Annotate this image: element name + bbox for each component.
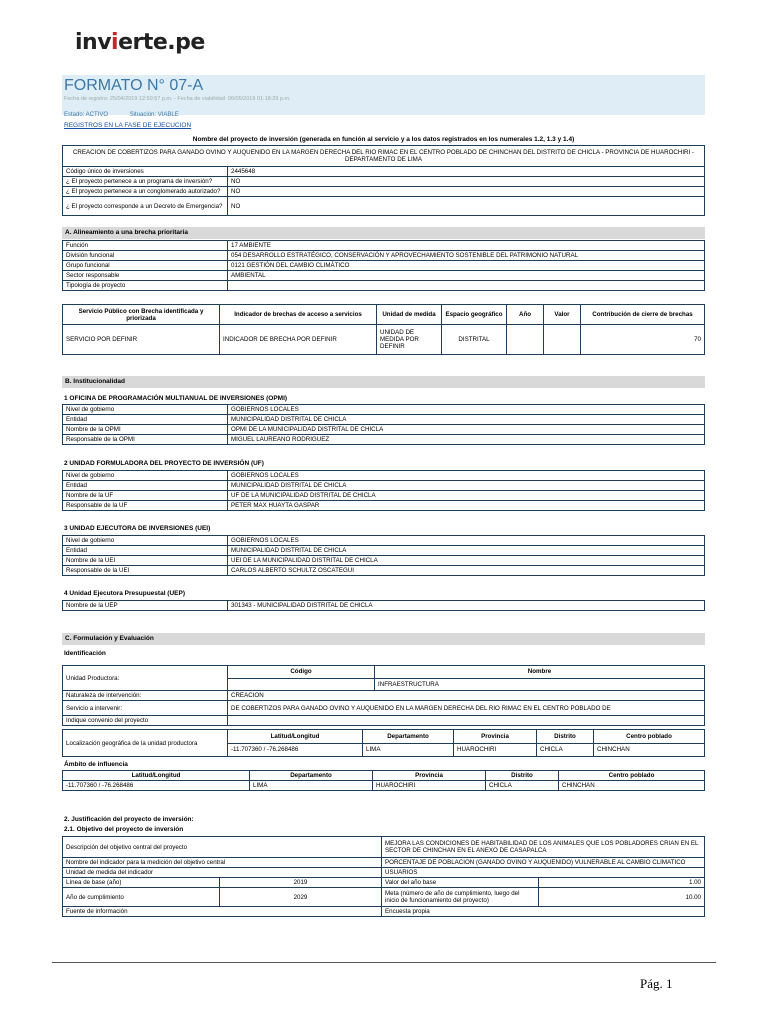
col-header: Unidad de medida (377, 305, 442, 325)
row-label: Línea de base (año) (63, 878, 220, 888)
uei-title: 3 UNIDAD EJECUTORA DE INVERSIONES (UEI) (64, 525, 211, 532)
status-line (64, 112, 199, 118)
row-label: Servicio a intervenir: (63, 701, 228, 716)
row-label: Grupo funcional (63, 261, 228, 271)
row-value: 054 DESARROLLO ESTRATÉGICO, CONSERVACIÓN Y APROVECHAMIENTO SOSTENIBLE DEL PATRIMONIO NATURAL (228, 251, 705, 261)
row-label: Valor del año base (382, 878, 539, 888)
col-header: Departamento (363, 730, 454, 744)
brecha-cell: 70 (581, 325, 705, 355)
col-header: Centro poblado (559, 771, 705, 781)
identificacion-title: Identificación (64, 650, 106, 657)
col-header: Nombre (375, 666, 705, 679)
brecha-cell: DISTRITAL (442, 325, 507, 355)
opmi-table (62, 404, 705, 445)
amb-cell: CHICLA (486, 781, 559, 791)
section-a-header: A. Alineamiento a una brecha prioritaria (62, 227, 705, 239)
uei-table (62, 535, 705, 576)
page-number: Pág. 1 (640, 976, 673, 991)
row-label: Nombre de la UF (63, 491, 228, 501)
row-label: Entidad (63, 415, 228, 425)
row-value: 1.00 (539, 878, 705, 888)
row-value: GOBIERNOS LOCALES (228, 405, 705, 415)
row-value: MUNICIPALIDAD DISTRITAL DE CHICLA (228, 481, 705, 491)
objective-subtitle: 2.1. Objetivo del proyecto de inversión (64, 826, 184, 833)
row-value: PETER MAX HUAYTA GASPAR (228, 501, 705, 511)
project-name: CREACION DE COBERTIZOS PARA GANADO OVINO Y AUQUENIDO EN LA MARGEN DERECHA DEL RIO RIMAC EN EL CENTRO POBLADO DE CHINCHAN DEL DISTRITO DE CHICLA - PROVINCIA DE HUAROCHIRI - DEPARTAMENTO DE LIMA (63, 146, 705, 167)
footer-divider (52, 962, 716, 963)
invierte-logo: invierte.pe (75, 30, 205, 55)
page-title: FORMATO N° 07-A (64, 77, 204, 94)
row-value: NO (228, 197, 705, 216)
row-label: Nombre de la UEI (63, 556, 228, 566)
identificacion-table (62, 665, 705, 726)
row-label: Nivel de gobierno (63, 536, 228, 546)
amb-cell: HUAROCHIRI (373, 781, 486, 791)
row-value: GOBIERNOS LOCALES (228, 536, 705, 546)
col-header: Contribución de cierre de brechas (581, 305, 705, 325)
row-value: GOBIERNOS LOCALES (228, 471, 705, 481)
row-label: Sector responsable (63, 271, 228, 281)
brecha-cell: SERVICIO POR DEFINIR (63, 325, 220, 355)
row-value: AMBIENTAL (228, 271, 705, 281)
col-header: Centro poblado (594, 730, 705, 744)
col-header: Espacio geográfico (442, 305, 507, 325)
loc-cell: LIMA (363, 743, 454, 757)
row-label: ¿ El proyecto corresponde a un Decreto de Emergencia? (63, 197, 228, 216)
objective-table (62, 836, 705, 917)
brecha-cell: UNIDAD DE MEDIDA POR DEFINIR (377, 325, 442, 355)
col-header: Indicador de brechas de acceso a servicios (220, 305, 377, 325)
row-label: Código único de inversiones (63, 167, 228, 177)
row-value: NO (228, 177, 705, 187)
uep-table (62, 600, 705, 611)
uf-table (62, 470, 705, 511)
col-header: Distrito (537, 730, 594, 744)
section-a-table (62, 240, 705, 291)
amb-cell: LIMA (250, 781, 373, 791)
section-b-header: B. Institucionalidad (62, 376, 705, 388)
row-value (228, 716, 705, 726)
loc-cell: CHINCHAN (594, 743, 705, 757)
estado-text: Estado: ACTIVO (64, 112, 109, 118)
uf-title: 2 UNIDAD FORMULADORA DEL PROYECTO DE INVERSIÓN (UF) (64, 460, 264, 467)
ambito-table (62, 770, 705, 791)
row-label: Naturaleza de intervención: (63, 691, 228, 701)
row-value: 301343 - MUNICIPALIDAD DISTRITAL DE CHICLA (228, 601, 705, 611)
row-value: MUNICIPALIDAD DISTRITAL DE CHICLA (228, 415, 705, 425)
localizacion-table (62, 729, 705, 757)
col-header: Año (507, 305, 544, 325)
row-label: Indique convenio del proyecto (63, 716, 228, 726)
project-name-caption: Nombre del proyecto de inversión (generada en función al servicio y a los datos registrados en los numerales 1.2, 1.3 y 1.4) (192, 136, 575, 143)
row-label: Localización geográfica de la unidad productora (63, 730, 228, 757)
row-label: Fuente de información (63, 907, 382, 917)
loc-cell: HUAROCHIRI (454, 743, 537, 757)
loc-cell: CHICLA (537, 743, 594, 757)
execution-phase-link[interactable]: REGISTROS EN LA FASE DE EJECUCION (64, 122, 192, 129)
row-value: UEI DE LA MUNICIPALIDAD DISTRITAL DE CHICLA (228, 556, 705, 566)
col-header: Distrito (486, 771, 559, 781)
row-label: Responsable de la OPMI (63, 435, 228, 445)
row-value: UF DE LA MUNICIPALIDAD DISTRITAL DE CHICLA (228, 491, 705, 501)
brecha-cell: INDICADOR DE BRECHA POR DEFINIR (220, 325, 377, 355)
row-label: Nivel de gobierno (63, 471, 228, 481)
row-label: División funcional (63, 251, 228, 261)
opmi-title: 1 OFICINA DE PROGRAMACIÓN MULTIANUAL DE INVERSIONES (OPMI) (64, 395, 288, 402)
row-label: Responsable de la UF (63, 501, 228, 511)
row-value: USUARIOS (382, 868, 705, 878)
form-header (62, 75, 705, 133)
brecha-cell (507, 325, 544, 355)
row-label: Unidad Productora: (63, 666, 228, 691)
loc-cell: -11.707360 / -76.268486 (228, 743, 363, 757)
row-label: Unidad de medida del indicador (63, 868, 382, 878)
col-header: Provincia (373, 771, 486, 781)
project-table (62, 145, 705, 216)
row-label: Responsable de la UEI (63, 566, 228, 576)
col-header: Provincia (454, 730, 537, 744)
row-value: 2019 (220, 878, 382, 888)
row-value: CREACION (228, 691, 705, 701)
row-value: DE COBERTIZOS PARA GANADO OVINO Y AUQUENIDO EN LA MARGEN DERECHA DEL RIO RIMAC EN EL CENTRO POBLADO DE (228, 701, 705, 716)
brecha-cell (544, 325, 581, 355)
row-label: Año de cumplimiento (63, 888, 220, 907)
registration-dates: Fecha de registro: 25/04/2019 12:50:57 p.m. - Fecha de viabilidad: 06/05/2019 01:18:29 p.m. (64, 96, 291, 102)
row-label: Nombre de la UEP (63, 601, 228, 611)
col-header: Servicio Público con Brecha identificada y priorizada (63, 305, 220, 325)
col-header: Latitud/Longitud (63, 771, 250, 781)
row-value: 0121 GESTIÓN DEL CAMBIO CLIMÁTICO (228, 261, 705, 271)
col-header: Valor (544, 305, 581, 325)
row-label: Nombre del indicador para la medición del objetivo central (63, 858, 382, 868)
col-header: Latitud/Longitud (228, 730, 363, 744)
brecha-table (62, 304, 705, 355)
row-value: MIGUEL LAUREANO RODRIGUEZ (228, 435, 705, 445)
uep-title: 4 Unidad Ejecutora Presupuestal (UEP) (64, 590, 186, 597)
amb-cell: -11.707360 / -76.268486 (63, 781, 250, 791)
row-value (228, 281, 705, 291)
section-c-header: C. Formulación y Evaluación (62, 633, 705, 645)
row-value: CARLOS ALBERTO SCHULTZ OSCATEGUI (228, 566, 705, 576)
up-code (228, 678, 375, 691)
row-label: ¿ El proyecto pertenece a un programa de inversión? (63, 177, 228, 187)
ambito-title: Ámbito de influencia (64, 761, 128, 768)
row-label: Meta (número de año de cumplimiento, luego del inicio de funcionamiento del proyecto) (382, 888, 539, 907)
situacion-text: Situación: VIABLE (129, 112, 179, 118)
row-value: PORCENTAJE DE POBLACION (GANADO OVINO Y AUQUENIDO) VULNERABLE AL CAMBIO CLIMATICO (382, 858, 705, 868)
row-value: NO (228, 187, 705, 197)
title-box (62, 75, 705, 115)
row-value: Encuesta propia (382, 907, 705, 917)
amb-cell: CHINCHAN (559, 781, 705, 791)
row-value: 17 AMBIENTE (228, 241, 705, 251)
row-label: Entidad (63, 481, 228, 491)
row-label: ¿ El proyecto pertenece a un conglomerado autorizado? (63, 187, 228, 197)
col-header: Código (228, 666, 375, 679)
row-value: OPMI DE LA MUNICIPALIDAD DISTRITAL DE CHICLA (228, 425, 705, 435)
justification-title: 2. Justificación del proyecto de inversión: (64, 816, 194, 823)
row-value: 2445648 (228, 167, 705, 177)
row-value: 10.00 (539, 888, 705, 907)
row-value: MEJORA LAS CONDICIONES DE HABITABILIDAD DE LOS ANIMALES QUE LOS POBLADORES CRIAN EN EL SECTOR DE CHINCHAN EN EL ANEXO DE CASAPALCA (382, 837, 705, 858)
row-label: Función (63, 241, 228, 251)
row-label: Descripción del objetivo central del proyecto (63, 837, 382, 858)
up-name: INFRAESTRUCTURA (375, 678, 705, 691)
row-value: MUNICIPALIDAD DISTRITAL DE CHICLA (228, 546, 705, 556)
row-value: 2029 (220, 888, 382, 907)
row-label: Tipología de proyecto (63, 281, 228, 291)
col-header: Departamento (250, 771, 373, 781)
row-label: Nivel de gobierno (63, 405, 228, 415)
row-label: Nombre de la OPMI (63, 425, 228, 435)
row-label: Entidad (63, 546, 228, 556)
